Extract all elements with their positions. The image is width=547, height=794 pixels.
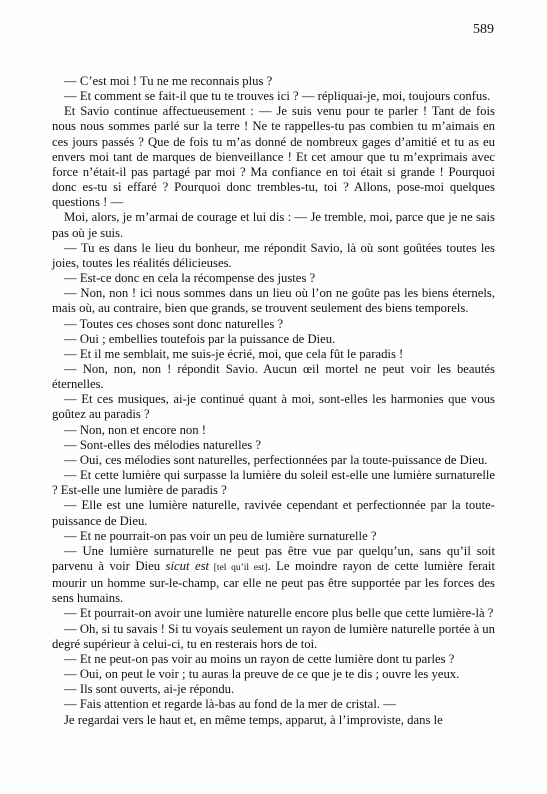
paragraph: — Tu es dans le lieu du bonheur, me répondit Savio, là où sont goûtées toutes les joies, toutes les réalités délicieuses.	[52, 240, 495, 270]
paragraph: — Et ne pourrait-on pas voir un peu de lumière surnaturelle ?	[64, 528, 377, 543]
paragraph: — Oui ; embellies toutefois par la puissance de Dieu.	[64, 331, 336, 346]
paragraph: — Ils sont ouverts, ai-je répondu.	[64, 682, 235, 697]
translation-note: [tel qu’il est]	[209, 563, 268, 573]
paragraph-text: . Le moindre rayon de cette lumière ferait mourir un homme sur-le-champ, car elle ne peut pas être supportée par les forces des sens humains.	[52, 559, 495, 606]
paragraph: Je regardai vers le haut et, en même temps, apparut, à l’improviste, dans le	[64, 712, 443, 727]
paragraph: — Et ne peut-on pas voir au moins un rayon de cette lumière dont tu parles ?	[64, 651, 455, 666]
paragraph-text: — Une lumière surnaturelle ne peut pas être vue par quelqu’un, sans qu’il soit parvenu à voir Dieu	[52, 543, 495, 573]
paragraph: — Elle est une lumière naturelle, ravivée cependant et perfectionnée par la toute-puissance de Dieu.	[52, 498, 495, 528]
paragraph: — Non, non et encore non !	[64, 422, 206, 437]
paragraph: Et Savio continue affectueusement : — Je suis venu pour te parler ! Tant de fois nous nous sommes parlé sur la terre ! Ne te rappelles-tu pas combien tu m’aimais en ces jours passés ? Que de fois tu m’as donné de nombreux gages d’amitié et tu as eu envers moi tant de marques de bienveillance ! Et cet amour que tu m’exprimais avec force n’était-il pas partagé par moi ? Ma confiance en toi était si grande ! Pourquoi donc es-tu si effaré ? Pourquoi donc trembles-tu, toi ? Allons, pose-moi quelques questions ! —	[52, 104, 495, 210]
paragraph: — Oui, on peut le voir ; tu auras la preuve de ce que je te dis ; ouvre les yeux.	[64, 667, 460, 682]
paragraph: — Est-ce donc en cela la récompense des justes ?	[64, 271, 316, 286]
paragraph: — Et comment se fait-il que tu te trouves ici ? — répliquai-je, moi, toujours confus.	[64, 89, 491, 104]
paragraph: — C’est moi ! Tu ne me reconnais plus ?	[64, 74, 273, 88]
paragraph: — Fais attention et regarde là-bas au fond de la mer de cristal. —	[64, 697, 396, 712]
paragraph: — Non, non, non ! répondit Savio. Aucun œil mortel ne peut voir les beautés éternelles.	[52, 361, 495, 392]
page-number: 589	[473, 22, 494, 37]
paragraph: — Et pourrait-on avoir une lumière naturelle encore plus belle que cette lumière-là ?	[64, 606, 494, 621]
paragraph: — Non, non ! ici nous sommes dans un lieu où l’on ne goûte pas les biens éternels, mais où, au contraire, bien que grands, se trouvent seulement des biens temporels.	[52, 286, 495, 316]
paragraph: — Oh, si tu savais ! Si tu voyais seulement un rayon de lumière naturelle portée à un degré supérieur à celui-ci, tu en resterais hors de toi.	[52, 621, 495, 651]
paragraph: — Sont-elles des mélodies naturelles ?	[64, 437, 261, 452]
paragraph	[52, 544, 495, 607]
paragraph: — Et il me semblait, me suis-je écrié, moi, que cela fût le paradis !	[64, 346, 404, 361]
latin-phrase: sicut est	[165, 559, 210, 573]
body-text	[52, 74, 495, 728]
paragraph: — Et cette lumière qui surpasse la lumière du soleil est-elle une lumière surnaturelle ? Est-elle une lumière de paradis ?	[52, 468, 495, 498]
paragraph: — Toutes ces choses sont donc naturelles ?	[64, 316, 284, 331]
paragraph: Moi, alors, je m’armai de courage et lui dis : — Je tremble, moi, parce que je ne sais pas où je suis.	[52, 210, 495, 240]
paragraph: — Oui, ces mélodies sont naturelles, perfectionnées par la toute-puissance de Dieu.	[64, 452, 488, 467]
paragraph: — Et ces musiques, ai-je continué quant à moi, sont-elles les harmonies que vous goûtez au paradis ?	[52, 392, 495, 422]
